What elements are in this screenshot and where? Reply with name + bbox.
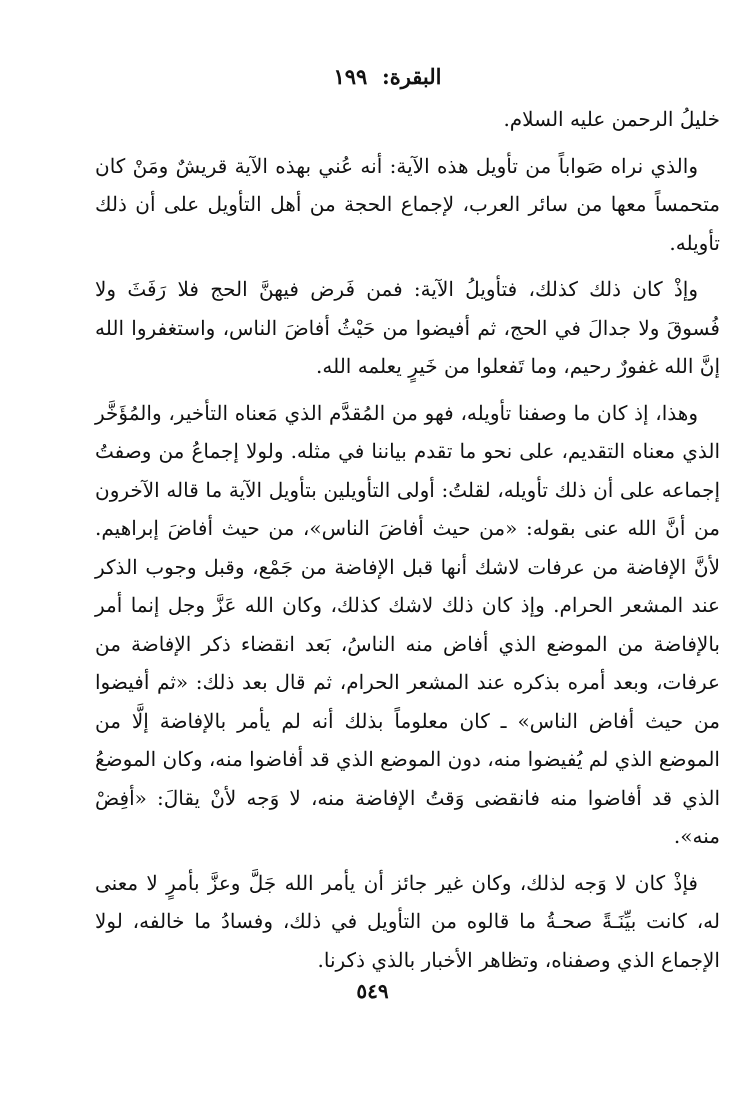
paragraph-4: وهذا، إذ كان ما وصفنا تأويله، فهو من المُقدَّم الذي مَعناه التأخير، والمُؤَخَّر الذي معناه التقديم، على نحو ما تقدم بياننا في مثله. ولولا إجماعُ من وصفتُ إجماعه على أن ذلك تأويله، لقلتُ: أولى التأويلين بتأويل الآية ما قاله الآخرون من أنَّ الله عنى بقوله: «من حيث أفاضَ الناس»، من حيث أفاضَ إبراهيم. لأنَّ الإفاضة من عرفات لاشك أنها قبل الإفاضة من جَمْع، وقبل وجوب الذكر عند المشعر الحرام. وإذ كان ذلك لاشك كذلك، وكان الله عَزَّ وجل إنما أمر بالإفاضة من الموضع الذي أفاض منه الناسُ، بَعد انقضاء ذكر الإفاضة من عرفات، وبعد أمره بذكره عند المشعر الحرام، ثم قال بعد ذلك: «ثم أفيضوا من حيث أفاض الناس» ـ كان معلوماً بذلك أنه لم يأمر بالإفاضة إلَّا من الموضع الذي لم يُفيضوا منه، دون الموضع الذي قد أفاضوا منه، وكان الموضعُ الذي قد أفاضوا منه فانقضى وَقتُ الإفاضة منه، لا وَجه لأنْ يقالَ: «أفِضْ منه».: [95, 400, 720, 848]
header-separator: :: [381, 64, 390, 89]
paragraph-2: والذي نراه صَواباً من تأويل هذه الآية: أنه عُني بهذه الآية قريشٌ ومَنْ كان متحمساً معها من سائر العرب، لإجماع الحجة من أهل التأويل على أن ذلك تأويله.: [95, 153, 720, 255]
paragraph-1: خليلُ الرحمن عليه السلام.: [503, 107, 720, 131]
page-number: ٥٤٩: [356, 979, 389, 1003]
paragraph-5: فإذْ كان لا وَجه لذلك، وكان غير جائز أن يأمر الله جَلَّ وعزَّ بأمرٍ لا معنى له، كانت بيِّنَـةً صحـةُ ما قالوه من التأويل في ذلك، وفسادُ ما خالفه، لولا الإجماع الذي وصفناه، وتظاهر الأخبار بالذي ذكرنا.: [95, 870, 720, 972]
surah-name: البقرة: [389, 64, 442, 89]
paragraph-3: وإذْ كان ذلك كذلك، فتأويلُ الآية: فمن فَرض فيهنَّ الحج فلا رَفَثَ ولا فُسوقَ ولا جدالَ في الحج، ثم أفيضوا من حَيْثُ أفاضَ الناس، واستغفروا الله إنَّ الله غفورٌ رحيم، وما تَفعلوا من خَيرٍ يعلمه الله.: [95, 277, 720, 378]
page-header: [95, 62, 720, 92]
verse-number: ١٩٩: [333, 64, 368, 89]
page-body: [95, 62, 720, 979]
